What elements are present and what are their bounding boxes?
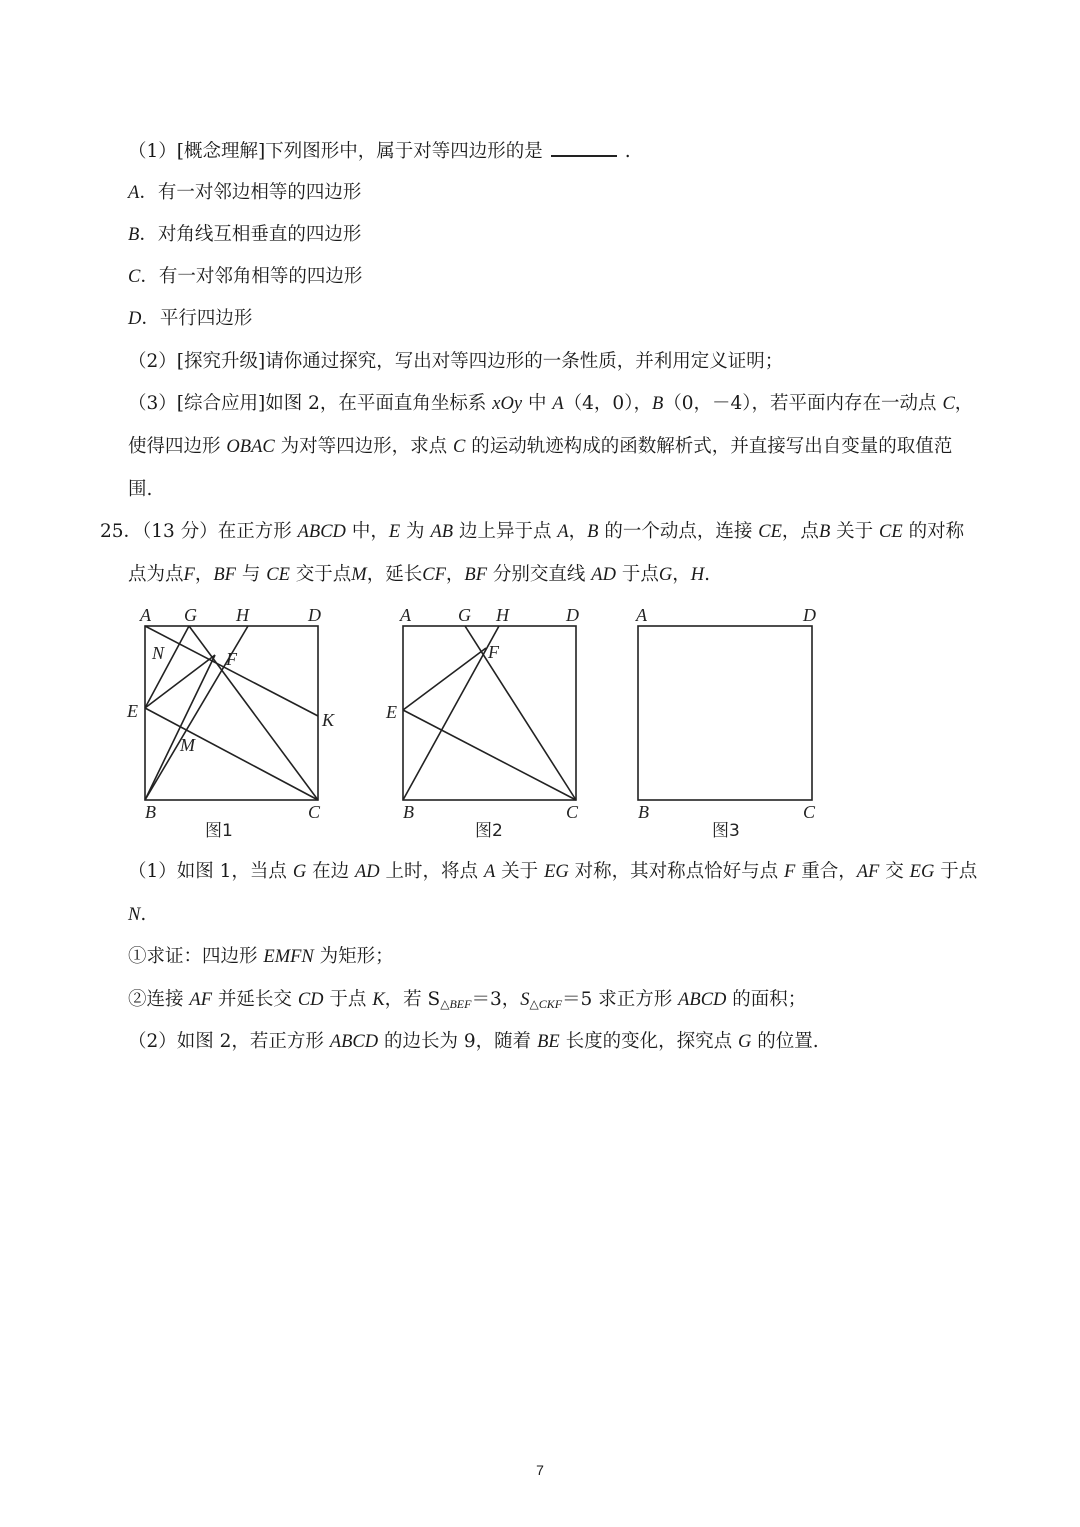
q25-claim1: ①求证：四边形 EMFN 为矩形； xyxy=(128,946,394,967)
fig1-label-c: C xyxy=(308,802,321,822)
q24-option-d: D．平行四边形 xyxy=(128,308,253,329)
fig3-label-b: B xyxy=(638,802,649,822)
figure-3 xyxy=(635,605,816,841)
fig2-label-h: H xyxy=(496,605,509,625)
fig2-label-c: C xyxy=(566,802,579,822)
fig3-label-a: A xyxy=(636,605,647,625)
q24-part3-line1: （3）[综合应用]如图 2，在平面直角坐标系 xOy 中 A（4，0），B（0，－4），若平面内存在一动点 C， xyxy=(128,393,974,414)
page-number: 7 xyxy=(536,1462,544,1478)
q25-part1-line1: （1）如图 1，当点 G 在边 AD 上时，将点 A 关于 EG 对称，其对称点恰好与点 F 重合，AF 交 EG 于点 xyxy=(128,861,978,882)
fig3-caption: 图3 xyxy=(712,821,740,841)
fig3-square xyxy=(638,626,812,800)
figure-2 xyxy=(385,605,579,841)
fig1-caption: 图1 xyxy=(205,821,233,841)
q24-part3-line2: 使得四边形 OBAC 为对等四边形，求点 C 的运动轨迹构成的函数解析式，并直接写出自变量的取值范 xyxy=(128,436,953,457)
q25-stem-line2: 点为点F，BF 与 CE 交于点M，延长CF，BF 分别交直线 AD 于点G，H. xyxy=(128,564,711,585)
q24-part1: （1）[概念理解]下列图形中，属于对等四边形的是 . xyxy=(128,137,631,165)
fig3-label-c: C xyxy=(803,802,816,822)
fig1-label-f: F xyxy=(226,649,237,669)
q25-stem-line1: 25．（13 分）在正方形 ABCD 中，E 为 AB 边上异于点 A，B 的一个动点，连接 CE，点B 关于 CE 的对称 xyxy=(100,521,965,542)
figure-1 xyxy=(126,605,335,841)
fig1-label-h: H xyxy=(236,605,249,625)
q24-option-a: A．有一对邻边相等的四边形 xyxy=(128,182,362,203)
fig1-label-d: D xyxy=(308,605,321,625)
q25-part1-line2: N. xyxy=(128,904,147,925)
fig2-label-g: G xyxy=(458,605,471,625)
fig1-label-a: A xyxy=(140,605,151,625)
fig2-label-f: F xyxy=(488,642,499,662)
fig1-label-b: B xyxy=(145,802,156,822)
fig2-label-a: A xyxy=(400,605,411,625)
q25-claim2: ②连接 AF 并延长交 CD 于点 K，若 $S_{\triangle BEF}=3$，$S_{\triangle CKF}=5$ 求正方形 ABCD 的面积； xyxy=(128,989,807,1011)
q24-option-b: B．对角线互相垂直的四边形 xyxy=(128,224,362,245)
fig1-label-g: G xyxy=(184,605,197,625)
fig2-caption: 图2 xyxy=(475,821,503,841)
fig1-label-m: M xyxy=(180,735,195,755)
fig2-label-d: D xyxy=(566,605,579,625)
q24-option-c: C．有一对邻角相等的四边形 xyxy=(128,266,363,287)
q24-part2: （2）[探究升级]请你通过探究，写出对等四边形的一条性质，并利用定义证明； xyxy=(128,351,784,372)
q25-part2: （2）如图 2，若正方形 ABCD 的边长为 9，随着 BE 长度的变化，探究点 G 的位置. xyxy=(128,1031,819,1052)
fig1-label-n: N xyxy=(152,643,165,663)
fig2-label-e: E xyxy=(386,702,397,722)
fig2-label-b: B xyxy=(403,802,414,822)
q24-part3-line3: 围. xyxy=(128,479,153,500)
fig1-label-e: E xyxy=(127,701,138,721)
figures xyxy=(0,590,1080,850)
fig3-label-d: D xyxy=(803,605,816,625)
fig1-label-k: K xyxy=(322,710,335,730)
answer-blank[interactable] xyxy=(551,137,617,157)
